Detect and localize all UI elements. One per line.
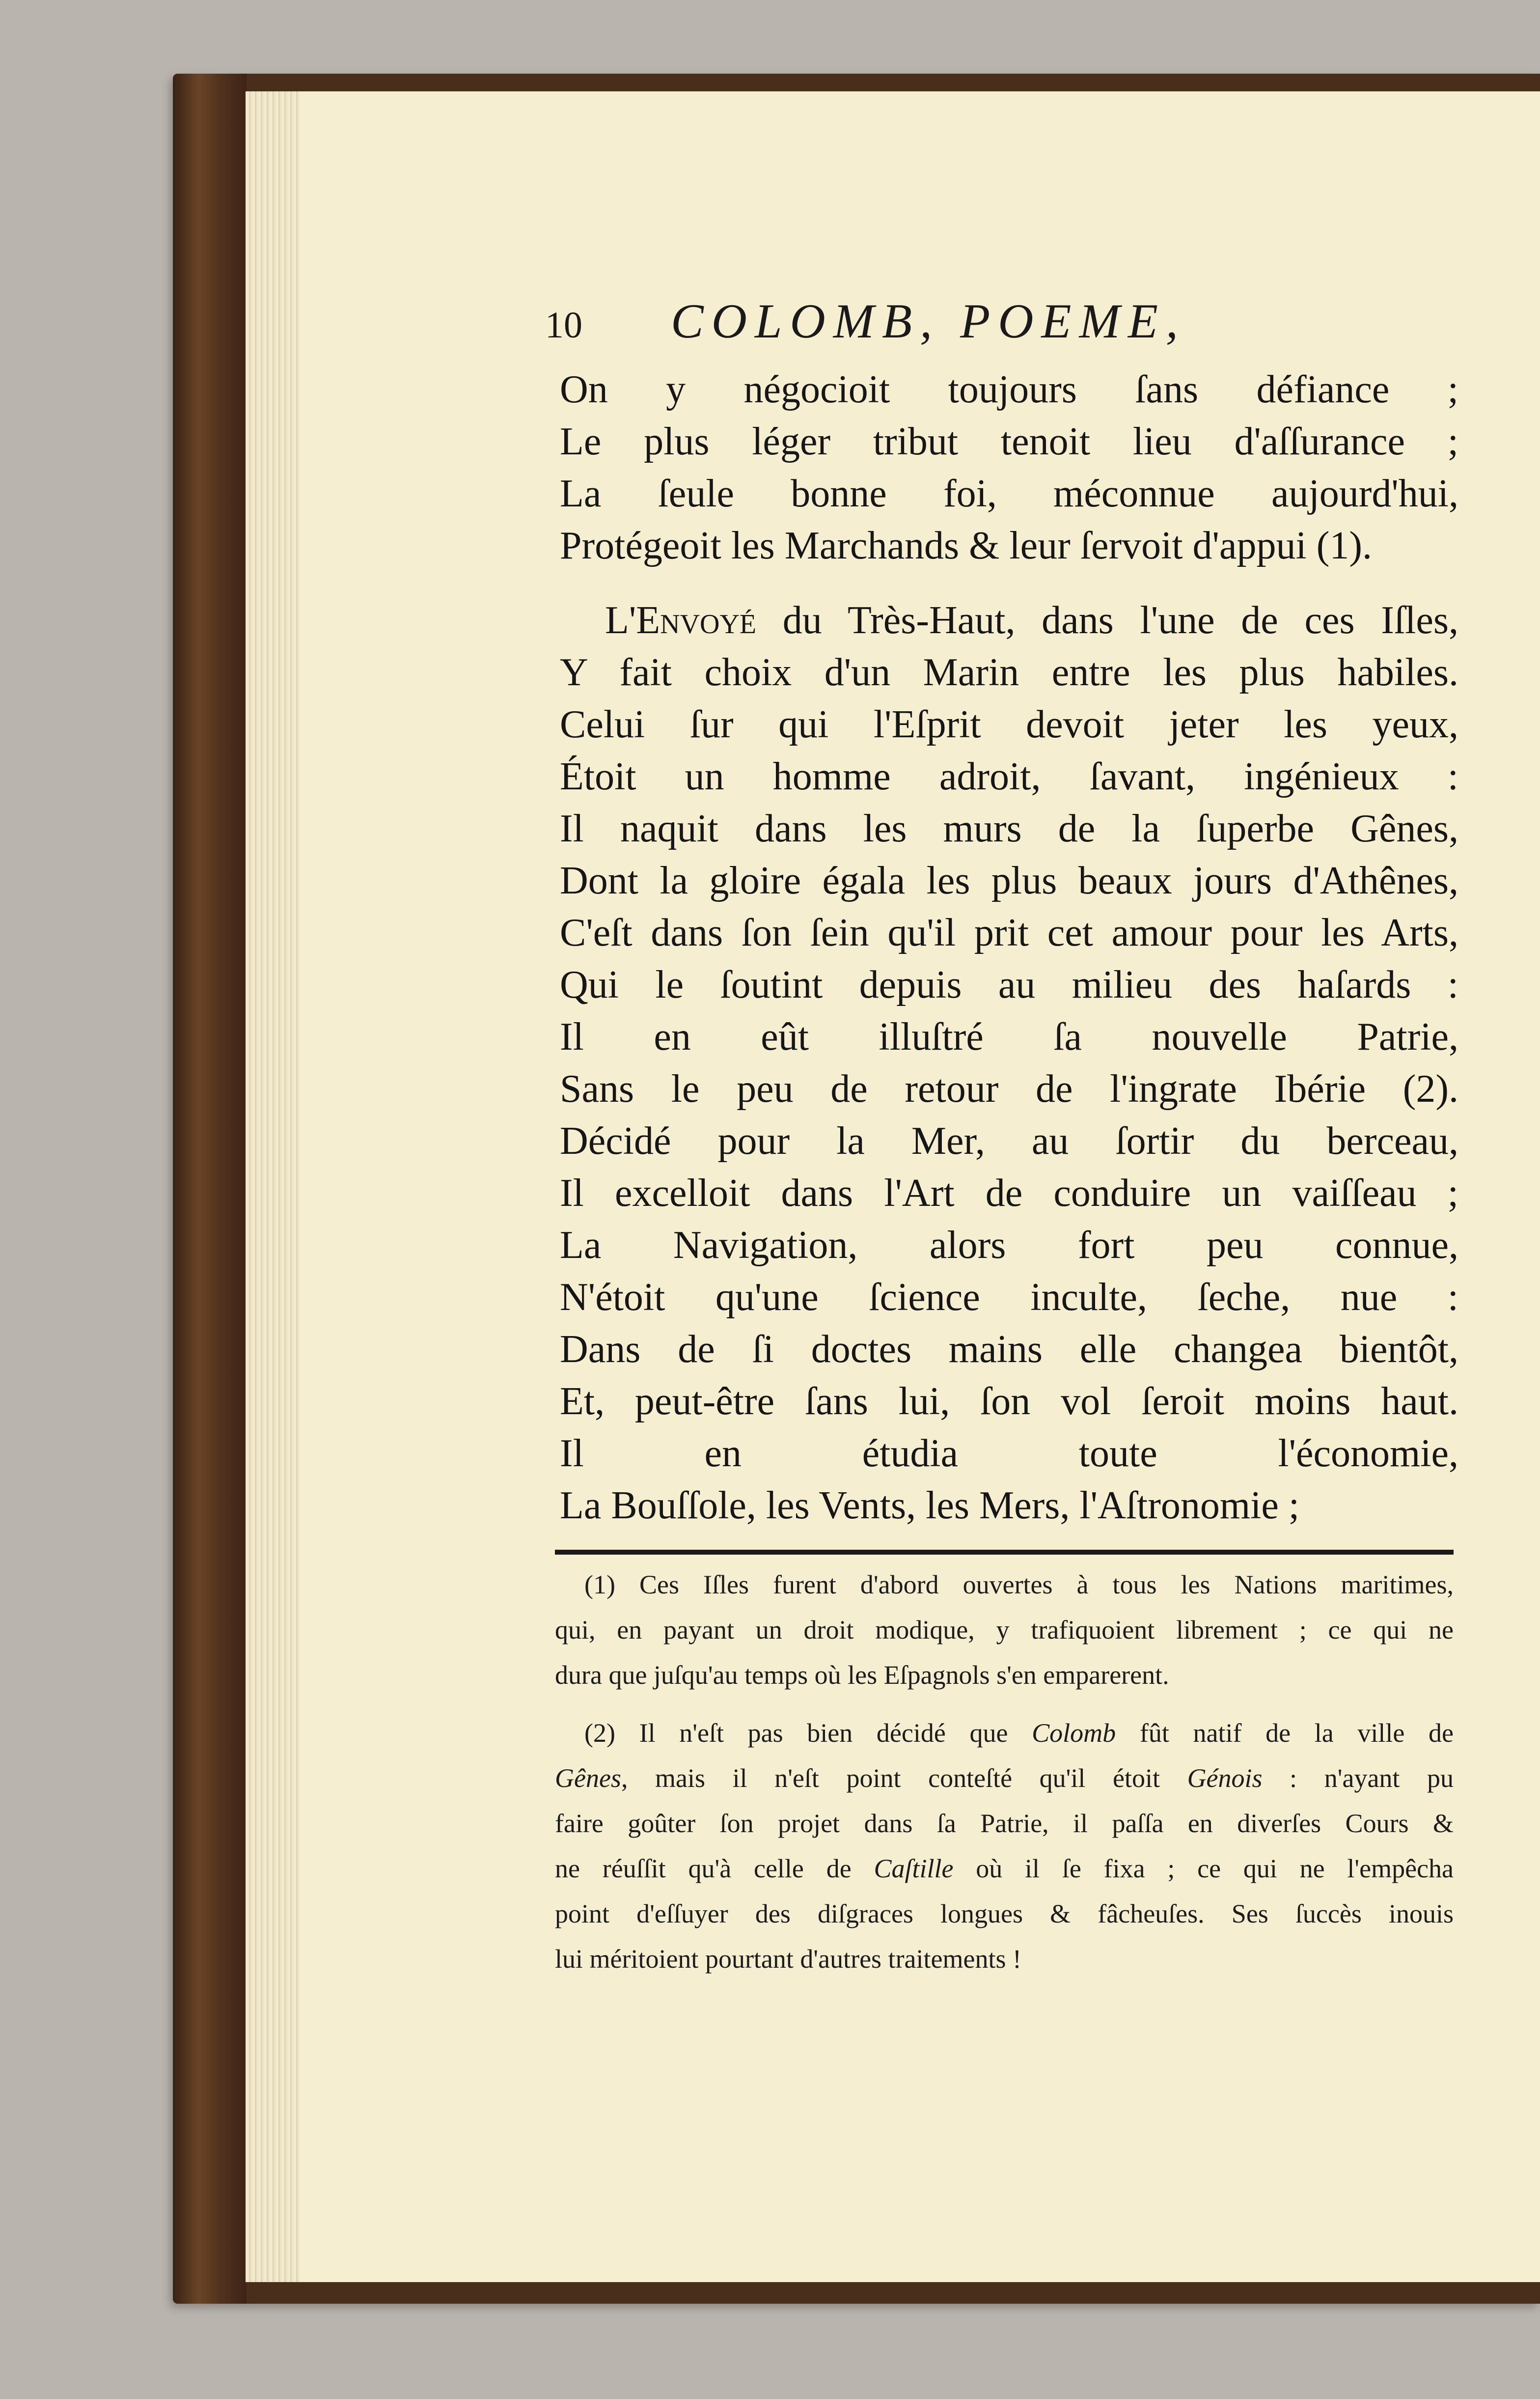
footnote-line [555, 1756, 1454, 1801]
verse-line: Sans le peu de retour de l'ingrate Ibérie (2). [560, 1067, 1458, 1111]
page-edges [246, 91, 300, 2282]
verse-line: N'étoit qu'une ſcience inculte, ſeche, nue : [560, 1276, 1458, 1319]
footnote-text: ne réuſſit qu'à celle de [555, 1854, 874, 1883]
castille-italic: Caſtille [874, 1854, 954, 1883]
footnote-line: dura que juſqu'au temps où les Eſpagnols s'en emparerent. [555, 1660, 1169, 1690]
verse-line: Il excelloit dans l'Art de conduire un vaiſſeau ; [560, 1172, 1458, 1215]
genois-italic: Génois [1187, 1763, 1263, 1793]
envoye-smallcaps: L'Envoyé [605, 599, 757, 642]
footnotes [555, 1562, 1454, 1981]
footnote-line: point d'eſſuyer des diſgraces longues & fâcheuſes. Ses ſuccès inouis [555, 1899, 1454, 1928]
footnote-rule [555, 1550, 1454, 1555]
verse-line: Dont la gloire égala les plus beaux jours d'Athênes, [560, 859, 1458, 902]
footnote-line: qui, en payant un droit modique, y trafiquoient librement ; ce qui ne [555, 1615, 1454, 1645]
stanza-1 [560, 363, 1458, 572]
footnote-line [555, 1846, 1454, 1891]
verse-line: Il en étudia toute l'économie, [560, 1432, 1458, 1475]
verse-line: C'eſt dans ſon ſein qu'il prit cet amour pour les Arts, [560, 911, 1458, 954]
verse-line: Le plus léger tribut tenoit lieu d'aſſurance ; [560, 420, 1458, 463]
verse-line: Qui le ſoutint depuis au milieu des haſards : [560, 963, 1458, 1006]
verse-line [560, 594, 1458, 646]
verse-line: La Navigation, alors fort peu connue, [560, 1224, 1458, 1267]
footnote-text: fût natif de la ville de [1116, 1718, 1454, 1748]
verse-line: On y négocioit toujours ſans défiance ; [560, 368, 1458, 411]
verse-line: Protégeoit les Marchands & leur ſervoit d'appui (1). [560, 524, 1372, 567]
verse-line: Dans de ſi doctes mains elle changea bientôt, [560, 1328, 1458, 1371]
colomb-italic: Colomb [1032, 1718, 1116, 1748]
verse-line: Décidé pour la Mer, au ſortir du berceau, [560, 1119, 1458, 1163]
footnote-line: faire goûter ſon projet dans ſa Patrie, il paſſa en diverſes Cours & [555, 1809, 1454, 1838]
page-header [545, 293, 1186, 352]
verse-line: Et, peut-être ſans lui, ſon vol ſeroit moins haut. [560, 1380, 1458, 1423]
footnote-text: où il ſe fixa ; ce qui ne l'empêcha [953, 1854, 1454, 1883]
footnote-text: : n'ayant pu [1262, 1763, 1454, 1793]
verse-line: Y fait choix d'un Marin entre les plus habiles. [560, 651, 1458, 694]
footnote-1 [555, 1562, 1454, 1698]
running-title: COLOMB, POEME, [671, 294, 1186, 348]
footnote-line: lui méritoient pourtant d'autres traitements ! [555, 1944, 1021, 1974]
verse-line: Il naquit dans les murs de la ſuperbe Gênes, [560, 807, 1458, 850]
verse-line: Il en eût illuſtré ſa nouvelle Patrie, [560, 1015, 1458, 1059]
page-number: 10 [545, 305, 582, 346]
verse-text: du Très-Haut, dans l'une de ces Iſles, [756, 599, 1458, 642]
footnote-line: (1) Ces Iſles furent d'abord ouvertes à tous les Nations maritimes, [584, 1570, 1454, 1599]
footnote-2 [555, 1710, 1454, 1981]
footnote-line [555, 1710, 1454, 1756]
footnote-text: (2) Il n'eſt pas bien décidé que [584, 1718, 1032, 1748]
verse-line: La ſeule bonne foi, méconnue aujourd'hui, [560, 472, 1458, 515]
genes-italic: Gênes [555, 1763, 621, 1793]
stanza-2 [560, 594, 1458, 1532]
verse-line: La Bouſſole, les Vents, les Mers, l'Aſtronomie ; [560, 1484, 1300, 1527]
verse-line: Étoit un homme adroit, ſavant, ingénieux : [560, 755, 1458, 798]
footnote-text: , mais il n'eſt point conteſté qu'il étoit [621, 1763, 1187, 1793]
verse-line: Celui ſur qui l'Eſprit devoit jeter les yeux, [560, 703, 1458, 746]
